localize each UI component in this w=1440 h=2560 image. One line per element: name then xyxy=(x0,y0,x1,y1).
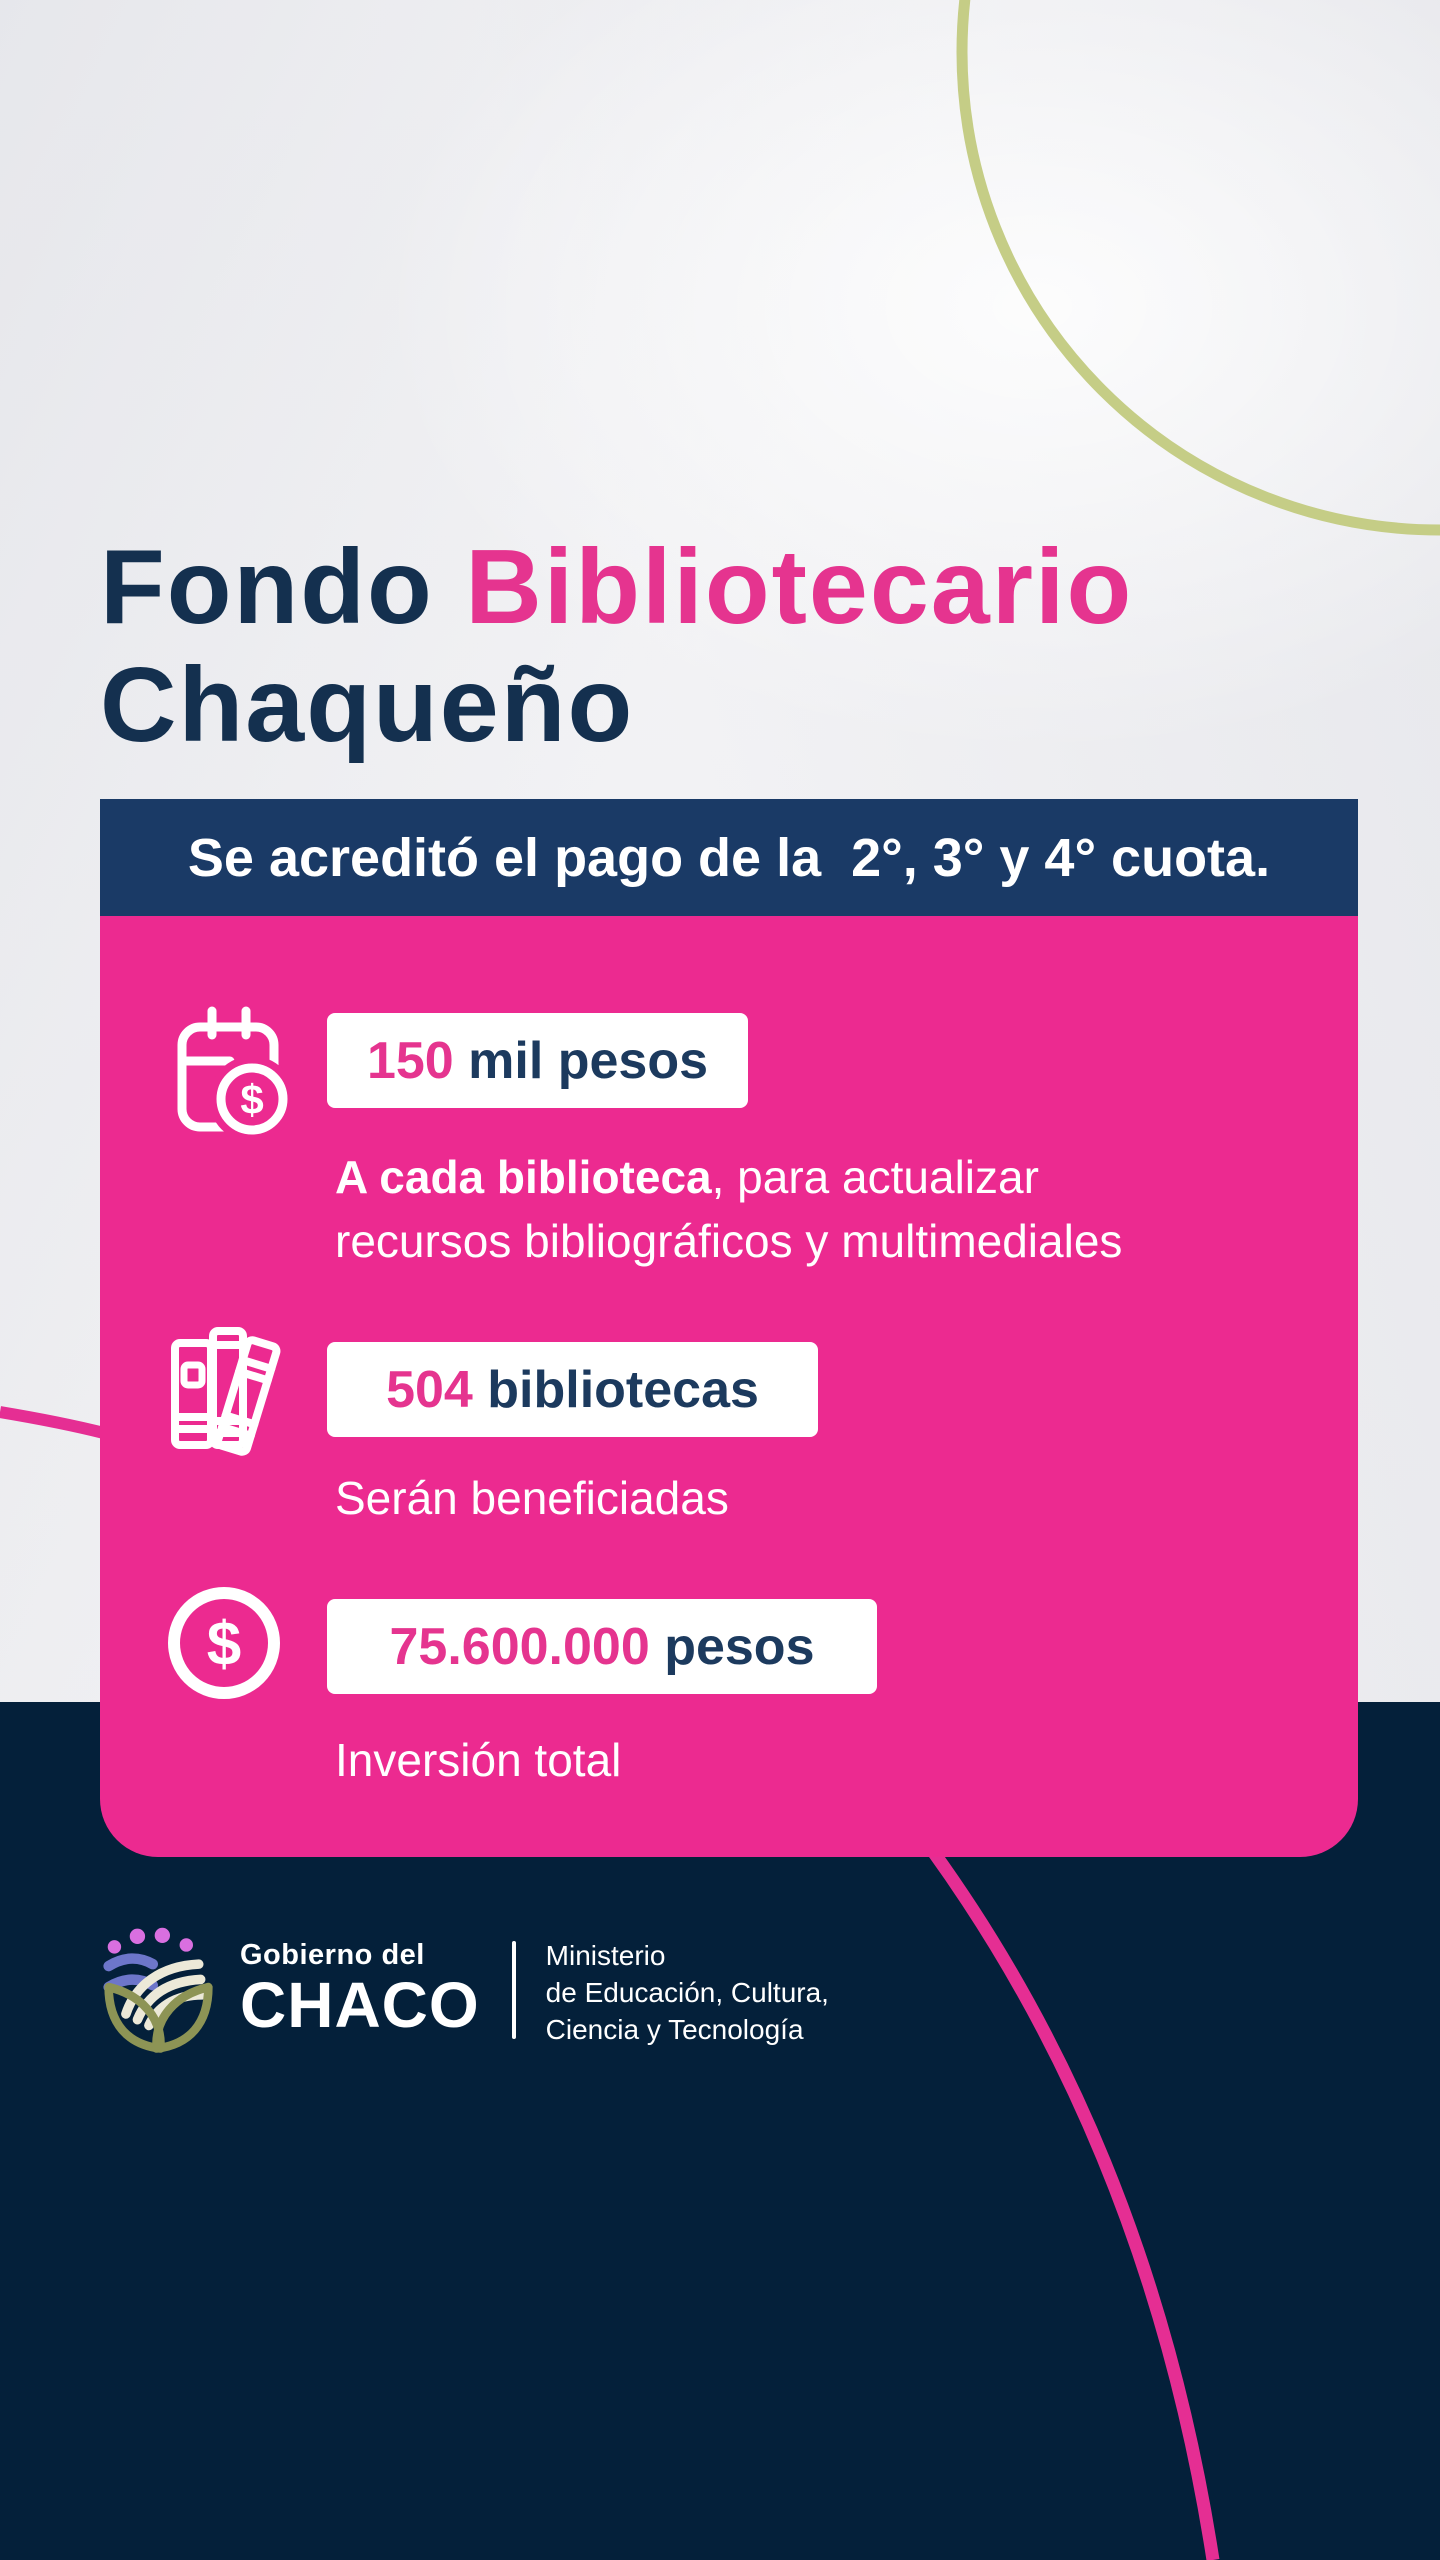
title-line-1 xyxy=(100,528,1133,646)
value-unit: mil pesos xyxy=(453,1031,709,1090)
ministry-line-3: Ciencia y Tecnología xyxy=(545,2014,804,2045)
description-per-library xyxy=(335,1145,1122,1273)
info-card xyxy=(100,916,1358,1857)
ministry-line-1: Ministerio xyxy=(545,1940,666,1971)
value-unit: pesos xyxy=(649,1617,815,1676)
chaco-government-logo-icon xyxy=(101,1925,216,2055)
description-rest: , para actualizar xyxy=(711,1151,1039,1203)
description-bold: A cada biblioteca xyxy=(335,1151,712,1203)
title-word-fondo: Fondo xyxy=(100,528,466,646)
svg-text:$: $ xyxy=(206,1610,242,1679)
announcement-text: Se acreditó el pago de la 2°, 3° y 4° cuota. xyxy=(187,827,1271,888)
ministry-line-2: de Educación, Cultura, xyxy=(545,1977,829,2008)
gov-prefix-label: Gobierno del xyxy=(240,1939,425,1971)
svg-text:$: $ xyxy=(240,1076,264,1123)
value-amount: 75.600.000 xyxy=(389,1617,650,1676)
green-circle-decoration xyxy=(962,0,1440,530)
calendar-dollar-icon xyxy=(172,1001,291,1137)
ministry-label xyxy=(546,1937,829,2048)
value-box-per-library xyxy=(327,1013,748,1108)
pink-line-decoration xyxy=(0,1412,104,1433)
books-icon xyxy=(169,1327,293,1461)
title-line-2: Chaqueño xyxy=(100,646,635,764)
description-total: Inversión total xyxy=(335,1734,622,1786)
dollar-coin-icon xyxy=(166,1585,282,1701)
value-box-total xyxy=(327,1599,877,1694)
description-libraries: Serán beneficiadas xyxy=(335,1472,729,1524)
gov-name-label: CHACO xyxy=(240,1969,480,2041)
description-line2: recursos bibliográficos y multimediales xyxy=(335,1215,1123,1267)
page-title xyxy=(100,528,1133,764)
announcement-banner xyxy=(100,799,1358,916)
title-word-bibliotecario: Bibliotecario xyxy=(465,528,1134,646)
value-amount: 150 xyxy=(366,1031,454,1090)
footer-divider xyxy=(512,1941,516,2039)
value-unit: bibliotecas xyxy=(472,1360,759,1419)
value-box-libraries xyxy=(327,1342,818,1437)
footer-logo-block xyxy=(101,1925,829,2055)
government-wordmark xyxy=(240,1939,480,2041)
value-amount: 504 xyxy=(386,1360,473,1419)
